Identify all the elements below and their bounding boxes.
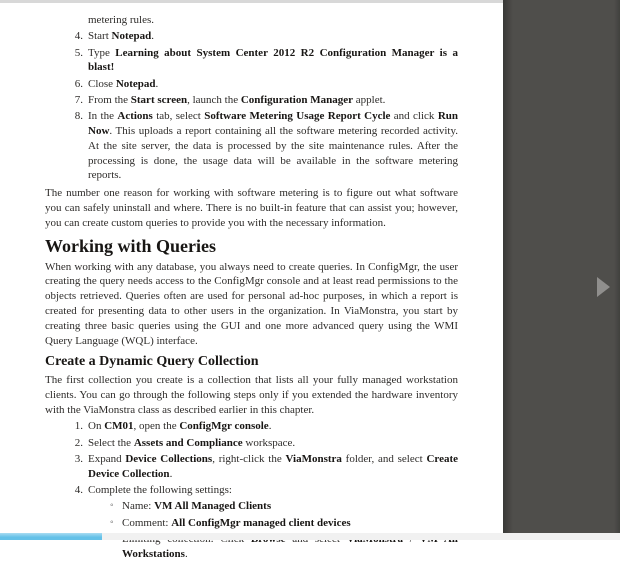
subsection-heading: Create a Dynamic Query Collection — [45, 354, 259, 370]
list-item-text — [88, 436, 458, 451]
sub-list — [88, 499, 458, 561]
bold-text-run: Start screen — [130, 93, 188, 106]
paragraph — [45, 373, 458, 417]
list-number: 3. — [74, 452, 83, 465]
sub-list-item-text — [122, 516, 458, 531]
text-run: . This uploads a report containing all the software metering recorded activity. At the site server, the data is processed by the site maintenance rules. After the processing is done, the usage data will be available in the software metering reports. — [88, 125, 458, 182]
bold-text-run: ConfigMgr console — [179, 420, 269, 433]
text-run: folder, and select — [341, 452, 427, 465]
list-number: 2. — [74, 436, 83, 449]
book-page — [0, 3, 503, 560]
text-run: . — [268, 420, 272, 433]
bold-text-run: Assets and Compliance — [133, 436, 243, 449]
bold-text-run: Learning about System Center 2012 R2 Configuration Manager is a blast! — [88, 46, 458, 74]
bold-text-run: Notepad — [115, 77, 156, 90]
bold-text-run: Run Now — [88, 110, 458, 138]
list-item — [45, 483, 458, 563]
bold-text-run: All ConfigMgr managed client devices — [171, 516, 351, 529]
bold-text-run: Software Metering Usage Report Cycle — [204, 110, 391, 123]
text-run: metering rules. — [88, 14, 154, 26]
list-item — [45, 93, 458, 108]
text-run: When working with any database, you always need to create queries. In ConfigMgr, the user creating the query needs access to the ConfigMgr console and at least read permissions to the objects retrieved. Queries often are used for personal ad-hoc purposes, in which a report is created for presenting data to other users in the organization. In ViaMonstra, you start by creating three basic queries using the GUI and one more advanced query using the WMI Query Language (WQL) interface. — [45, 260, 458, 347]
bold-text-run: Workstations — [122, 547, 185, 560]
text-run: In the — [88, 110, 118, 123]
list-item — [45, 419, 458, 434]
bold-text-run: Device Collections — [125, 452, 213, 465]
text-run: From the — [88, 93, 131, 106]
circle-bullet-icon: ◦ — [110, 516, 114, 528]
ordered-list — [45, 29, 458, 183]
next-page-button[interactable] — [597, 277, 615, 297]
bold-text-run: Create Device Collection — [88, 452, 458, 480]
bold-text-run: Configuration Manager — [240, 93, 353, 106]
list-item-text — [88, 46, 458, 76]
text-run: The number one reason for working with software metering is to figure out what software you can safely uninstall and where. There is no built-in feature that can assist you; however, you can create custom queries to provide you with the necessary information. — [45, 187, 458, 229]
list-item — [45, 29, 458, 44]
list-item — [45, 109, 458, 183]
sub-list-item-text — [122, 499, 458, 514]
text-run: Expand — [88, 452, 126, 465]
list-number: 4. — [74, 484, 83, 497]
bold-text-run: Notepad — [111, 30, 152, 43]
bold-text-run: ViaMonstra — [285, 452, 342, 465]
text-run: . — [169, 467, 173, 480]
list-item-text — [88, 452, 458, 482]
section-heading: Working with Queries — [45, 235, 217, 256]
ordered-list — [45, 419, 458, 563]
text-run: Select the — [88, 436, 134, 449]
reading-progress-fill — [0, 533, 102, 540]
list-number: 7. — [74, 93, 83, 106]
page-content — [0, 3, 503, 563]
bold-text-run: VM All Managed Clients — [154, 500, 272, 513]
paragraph — [45, 260, 458, 349]
text-run: . — [155, 77, 159, 90]
text-run: tab, select — [152, 110, 205, 123]
list-item — [45, 452, 458, 482]
text-run: , launch the — [187, 93, 241, 106]
list-item-text — [88, 109, 458, 183]
text-run: Close — [88, 77, 116, 90]
text-run: and click — [390, 110, 438, 123]
reader-background-panel — [503, 0, 620, 537]
text-run: , open the — [133, 420, 180, 433]
text-run: , right-click the — [212, 452, 286, 465]
reading-progress-bar[interactable] — [0, 533, 620, 540]
list-continuation-line — [88, 13, 458, 28]
text-run: Type — [88, 46, 116, 59]
text-run: Name: — [122, 500, 155, 513]
sub-list-item — [88, 499, 458, 514]
text-run: workspace. — [242, 436, 296, 449]
list-item — [45, 46, 458, 76]
circle-bullet-icon: ◦ — [110, 500, 114, 512]
list-item — [45, 436, 458, 451]
list-number: 5. — [74, 46, 83, 59]
text-run: The first collection you create is a collection that lists all your fully managed workstation clients. You can go through the following steps only if you extended the hardware inventory with the ViaMonstra class as described earlier in this chapter. — [45, 374, 458, 417]
list-number: 8. — [74, 110, 83, 123]
text-run: On — [88, 420, 105, 433]
list-number: 4. — [74, 30, 83, 43]
list-item-text — [88, 483, 458, 563]
text-run: Start — [88, 30, 112, 43]
list-item-text — [88, 77, 458, 92]
list-item — [45, 77, 458, 92]
bold-text-run: CM01 — [104, 420, 134, 433]
text-run: applet. — [353, 93, 386, 106]
chevron-right-icon — [597, 277, 610, 297]
sub-list-item — [88, 516, 458, 531]
list-item-text — [88, 93, 458, 108]
text-run: . — [184, 547, 188, 560]
bold-text-run: Actions — [117, 110, 153, 123]
text-run: . — [151, 30, 155, 43]
list-item-text — [88, 419, 458, 434]
text-run: Comment: — [122, 516, 172, 529]
paragraph — [45, 186, 458, 230]
list-number: 6. — [74, 77, 83, 90]
list-item-text — [88, 29, 458, 44]
list-number: 1. — [74, 420, 83, 433]
text-run: Complete the following settings: — [88, 484, 232, 497]
